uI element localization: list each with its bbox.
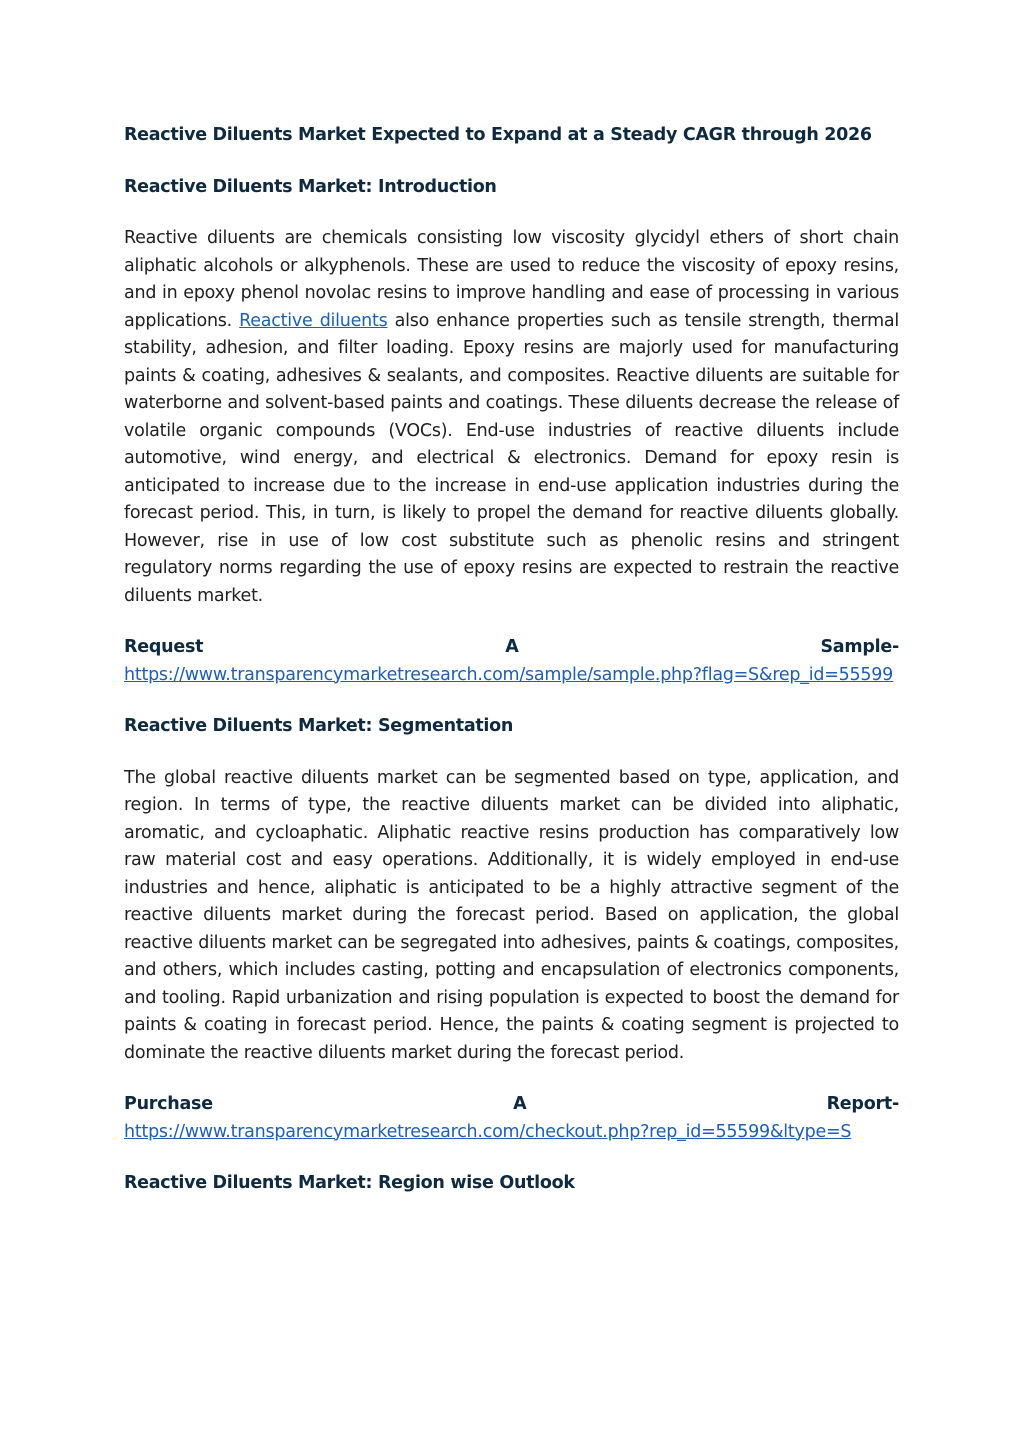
a-word: A xyxy=(505,637,519,657)
sample-word: Sample- xyxy=(820,637,899,657)
reactive-diluents-link[interactable]: Reactive diluents xyxy=(239,310,388,331)
a-word: A xyxy=(513,1094,527,1114)
purchase-word: Purchase xyxy=(124,1094,213,1114)
purchase-url-link[interactable]: https://www.transparencymarketresearch.com/checkout.php?rep_id=55599&ltype=S xyxy=(124,1121,852,1142)
request-sample-label xyxy=(124,634,899,662)
segmentation-paragraph: The global reactive diluents market can be segmented based on type, application, and region. In terms of type, the reactive diluents market can be divided into aliphatic, aromatic, and cycloaphatic. Aliphatic reactive resins production has comparatively low raw material cost and easy operations. Additionally, it is widely employed in end-use industries and hence, aliphatic is anticipated to be a highly attractive segment of the reactive diluents market during the forecast period. Based on application, the global reactive diluents market can be segregated into adhesives, paints & coatings, composites, and others, which includes casting, potting and encapsulation of electronics components, and tooling. Rapid urbanization and rising population is expected to boost the demand for paints & coating in forecast period. Hence, the paints & coating segment is projected to dominate the reactive diluents market during the forecast period. xyxy=(124,767,899,1063)
document-page xyxy=(124,122,899,1222)
document-title: Reactive Diluents Market Expected to Expand at a Steady CAGR through 2026 xyxy=(124,125,872,145)
intro-text-before-link: Reactive diluents are chemicals consisting low viscosity glycidyl ethers of short chain aliphatic alcohols or alkyphenols. These are used to reduce the viscosity of epoxy resins, and in epoxy phenol novolac resins to improve handling and ease of processing in various applications. xyxy=(124,228,899,331)
intro-paragraph xyxy=(124,225,899,610)
purchase-report-label xyxy=(124,1091,899,1119)
region-heading: Reactive Diluents Market: Region wise Outlook xyxy=(124,1173,575,1193)
request-word: Request xyxy=(124,637,204,657)
purchase-report-block xyxy=(124,1091,899,1146)
segmentation-heading: Reactive Diluents Market: Segmentation xyxy=(124,716,513,736)
request-sample-block xyxy=(124,634,899,689)
sample-url-link[interactable]: https://www.transparencymarketresearch.com/sample/sample.php?flag=S&rep_id=55599 xyxy=(124,664,894,685)
report-word: Report- xyxy=(826,1094,899,1114)
intro-heading: Reactive Diluents Market: Introduction xyxy=(124,176,497,197)
intro-text-after-link: also enhance properties such as tensile strength, thermal stability, adhesion, and filter loading. Epoxy resins are majorly used for manufacturing paints & coating, adhesives & sealants, and composites. Reactive diluents are suitable for waterborne and solvent-based paints and coatings. These diluents decrease the release of volatile organic compounds (VOCs). End-use industries of reactive diluents include automotive, wind energy, and electrical & electronics. Demand for epoxy resin is anticipated to increase due to the increase in end-use application industries during the forecast period. This, in turn, is likely to propel the demand for reactive diluents globally. However, rise in use of low cost substitute such as phenolic resins and stringent regulatory norms regarding the use of epoxy resins are expected to restrain the reactive diluents market. xyxy=(124,310,900,606)
